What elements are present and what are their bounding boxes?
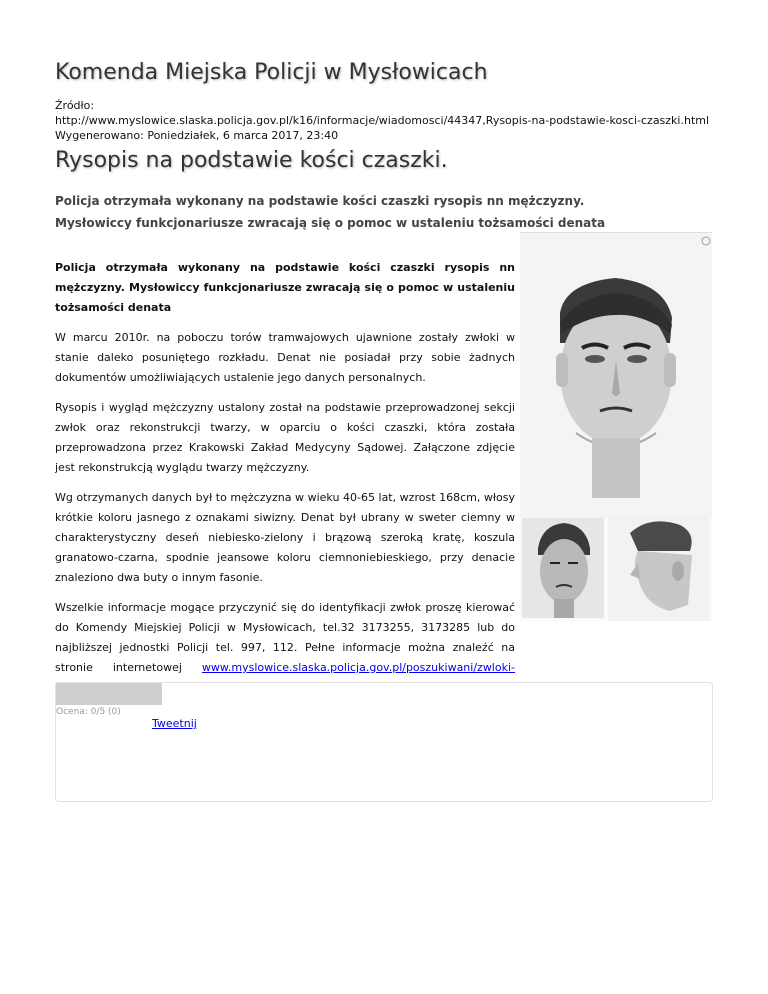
- article-body: [55, 258, 515, 708]
- source-url: http://www.myslowice.slaska.policja.gov.pl/k16/informacje/wiadomosci/44347,Rysopis-na-podstawie-kosci-czaszki.html: [55, 114, 710, 127]
- source-label: Źródło:: [55, 99, 95, 112]
- paragraph-intro: Policja otrzymała wykonany na podstawie kości czaszki rysopis nn mężczyzny. Mysłowiccy funkcjonariusze zwracają się o pomoc w ustaleniu tożsamości denata: [55, 261, 515, 314]
- article-lead: Policja otrzymała wykonany na podstawie kości czaszki rysopis nn mężczyzny. Mysłowiccy funkcjonariusze zwracają się o pomoc w ustaleniu tożsamości denata: [55, 194, 606, 230]
- source-info: [55, 98, 735, 143]
- paragraph-description: Wg otrzymanych danych był to mężczyzna w wieku 40-65 lat, wzrost 168cm, włosy krótkie koloru jasnego z oznakami siwizny. Denat był ubrany w sweter ciemny w charakterystyczny deseń niebiesko-zielony i brązową szeroką kratę, koszula granatowo-czarna, spodnie jeansowe koloru ciemnoniebieskiego, przy denacie znaleziono dwa buty o innym fasonie.: [55, 491, 515, 584]
- frontal-photo: [522, 518, 604, 618]
- rating-box: [55, 682, 713, 802]
- profile-photo: [608, 515, 710, 621]
- article-title: Rysopis na podstawie kości czaszki.: [55, 148, 448, 173]
- tweet-link[interactable]: Tweetnij: [152, 717, 197, 730]
- generated-date: Wygenerowano: Poniedziałek, 6 marca 2017, 23:40: [55, 129, 339, 142]
- paragraph-reconstruction: Rysopis i wygląd mężczyzny ustalony został na podstawie przeprowadzonej sekcji zwłok oraz rekonstrukcji twarzy, w oparciu o kości czaszki, która została przeprowadzona przez Krakowski Zakład Medycyny Sądowej. Załączone zdjęcie jest rekonstrukcją wyglądu twarzy mężczyzny.: [55, 401, 515, 474]
- missing-persons-link[interactable]: www.myslowice.slaska.policja.gov.pl/poszukiwani/zwloki-: [201, 661, 515, 674]
- reconstruction-sketches: [520, 233, 712, 621]
- paragraph-discovery: W marcu 2010r. na poboczu torów tramwajowych ujawnione zostały zwłoki w stanie daleko posuniętego rozkładu. Denat nie posiadał przy sobie żadnych dokumentów umożliwiających ustalenie jego danych personalnych.: [55, 331, 515, 384]
- rating-stars-bar[interactable]: [56, 683, 162, 705]
- facial-reconstruction-image: [520, 232, 712, 621]
- contact-text: Wszelkie informacje mogące przyczynić się do identyfikacji zwłok proszę kierować do Komendy Miejskiej Policji w Mysłowicach, tel.32 3173255, 3173285 lub do najbliższej jednostki Policji tel. 997, 112. Pełne informacje można znaleźć na stronie internetowej: [55, 601, 515, 674]
- rating-text: Ocena: 0/5 (0): [56, 707, 121, 717]
- site-title: Komenda Miejska Policji w Mysłowicach: [55, 60, 488, 85]
